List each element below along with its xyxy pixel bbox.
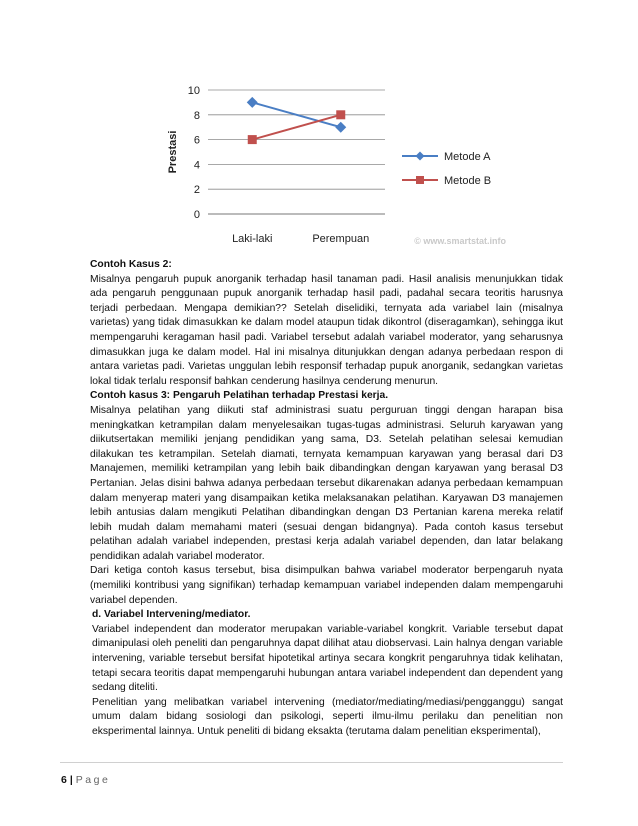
document-body [90,258,563,740]
page-footer [61,774,110,786]
y-tick-label: 0 [193,209,200,221]
legend-label: Metode B [444,175,492,187]
y-tick-label: 8 [193,109,200,122]
watermark-text: © www.smartstat.info [414,236,506,246]
y-axis-label: Prestasi [167,130,179,174]
page-label: Page [75,774,111,786]
y-tick-label: 6 [193,134,200,147]
line-chart [150,72,510,252]
section-d-heading: d. Variabel Intervening/mediator. [92,609,251,621]
legend-marker [416,176,424,184]
case3-paragraph: Misalnya pelatihan yang diikuti staf administrasi suatu perguruan tinggi dengan harapan bisa meningkatkan ketrampilan dalam menyelesaikan tugas-tugas administrasi. Seluruh karyawan yang diikutsertakan memiliki jenjang pendidikan yang sama, D3. Setelah pelatihan selesai kemudian dilakukan tes ketrampilan. Setelah diamati, ternyata kemampuan karyawan yang berasal dari D3 Manajemen, memiliki ketrampilan yang lebih baik dibandingkan dengan karyawan yang berasal D3 Pertanian. Jelas disini bahwa adanya perbedaan tersebut dikarenakan adanya perbedaan kemampuan dalam menyerap materi yang disampaikan ketika melaksanakan pelatihan. Karyawan D3 manajemen lebih antusias dalam mengikuti Pelatihan dibandingkan dengan D3 Pertanian karena mereka relatif lebih mudah dalam memahami materi (sesuai dengan bidangnya). Pada contoh kasus tersebut pelatihan adalah variabel independen, prestasi kerja adalah variabel dependen, dan latar belakang pendidikan adalah variabel moderator. [90,404,563,562]
legend-label: Metode A [444,151,491,163]
page-number: 6 [61,774,67,786]
y-tick-label: 10 [187,85,200,97]
x-tick-label: Perempuan [312,233,370,245]
data-point [247,97,258,108]
case3-heading: Contoh kasus 3: Pengaruh Pelatihan terhadap Prestasi kerja. [90,390,389,402]
footer-separator: | [69,774,73,786]
y-tick-label: 2 [193,184,200,197]
footer-divider [60,762,563,763]
case2-heading: Contoh Kasus 2: [90,259,172,270]
series-line [252,115,341,140]
x-tick-label: Laki-laki [232,233,273,245]
case2-paragraph: Misalnya pengaruh pupuk anorganik terhadap hasil tanaman padi. Hasil analisis menunjukkan tidak ada pengaruh penggunaan pupuk anorganik terhadap hasil padi, padahal secara teoritis harusnya terjadi perbedaan. Mengapa demikian?? Setelah diselidiki, ternyata ada variabel lain (misalnya varietas) yang tidak dimasukkan ke dalam model ataupun tidak dikontrol (diseragamkan), sehingga ikut mempengaruhi keragaman hasil padi. Variabel tersebut adalah variabel moderator, yang seharusnya dimasukkan juga ke dalam model. Hal ini misalnya ditunjukkan dengan adanya perbedaan respon di antara varietas padi. Varietas unggulan lebih responsif terhadap pupuk anorganik, sedangkan varietas lokal tidak terlalu responsif bahkan cenderung hasilnya cenderung menurun. [90,273,563,387]
legend-marker [416,152,425,161]
y-tick-label: 4 [193,159,200,172]
conclusion-paragraph: Dari ketiga contoh kasus tersebut, bisa disimpulkan bahwa variabel moderator berpengaruh nyata (memiliki kontribusi yang signifikan) terhadap kemampuan variabel independen dalam mempengaruhi variabel dependen. [90,565,563,606]
data-point [248,135,257,144]
data-point [336,110,345,119]
section-d-paragraph-2: Penelitian yang melibatkan variabel intervening (mediator/mediating/mediasi/pengganggu) sangat umum dalam bidang sosiologi dan psikologi, seperti ilmu-ilmu perilaku dan penelitian non eksperimental lainnya. Untuk peneliti di bidang eksakta (terutama dalam penelitian eksperimental), [92,696,563,737]
data-point [335,122,346,133]
section-d-paragraph-1: Variabel independent dan moderator merupakan variable-variabel kongkrit. Variable tersebut dapat dimanipulasi oleh peneliti dan pengaruhnya dapat dilihat atau diobservasi. Lain halnya dengan variable intervening, variable tersebut bersifat hipotetikal artinya secara kongkrit pengaruhnya tidak kelihatan, tetapi secara teoritis dapat mempengaruhi hubungan antara variabel independent dan dependent yang sedang diteliti. [92,623,563,694]
